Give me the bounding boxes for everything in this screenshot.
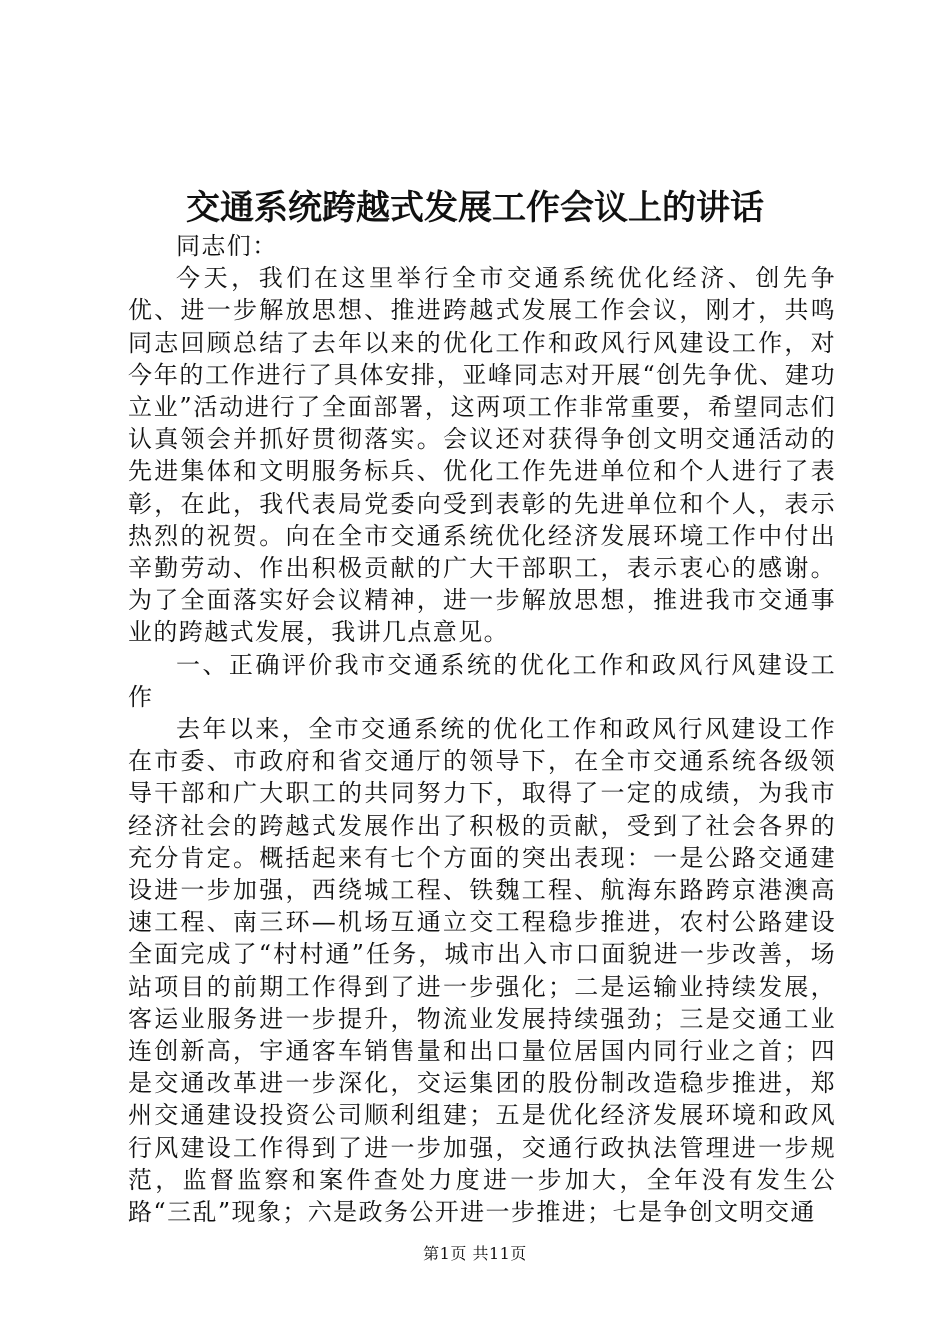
paragraph-intro: 今天，我们在这里举行全市交通系统优化经济、创先争优、进一步解放思想、推进跨越式发展工作会议，刚才，共鸣同志回顾总结了去年以来的优化工作和政风行风建设工作，对今年的工作进行了具体安排，亚峰同志对开展“创先争优、建功立业”活动进行了全面部署，这两项工作非常重要，希望同志们认真领会并抓好贯彻落实。会议还对获得争创文明交通活动的先进集体和文明服务标兵、优化工作先进单位和个人进行了表彰，在此，我代表局党委向受到表彰的先进单位和个人，表示热烈的祝贺。向在全市交通系统优化经济发展环境工作中付出辛勤劳动、作出积极贡献的广大干部职工，表示衷心的感谢。为了全面落实好会议精神，进一步解放思想，推进我市交通事业的跨越式发展，我讲几点意见。 (128, 264, 836, 647)
paragraph-achievements: 去年以来，全市交通系统的优化工作和政风行风建设工作在市委、市政府和省交通厅的领导下，在全市交通系统各级领导干部和广大职工的共同努力下，取得了一定的成绩，为我市经济社会的跨越式发展作出了积极的贡献，受到了社会各界的充分肯定。概括起来有七个方面的突出表现：一是公路交通建设进一步加强，西绕城工程、铁魏工程、航海东路跨京港澳高速工程、南三环—机场互通立交工程稳步推进，农村公路建设全面完成了“村村通”任务，城市出入市口面貌进一步改善，场站项目的前期工作得到了进一步强化；二是运输业持续发展，客运业服务进一步提升，物流业发展持续强劲；三是交通工业连创新高，宇通客车销售量和出口量位居国内同行业之首；四是交通改革进一步深化，交运集团的股份制改造稳步推进，郑州交通建设投资公司顺利组建；五是优化经济发展环境和政风行风建设工作得到了进一步加强，交通行政执法管理进一步规范，监督监察和案件查处力度进一步加大，全年没有发生公路“三乱”现象；六是政务公开进一步推进；七是争创文明交通 (128, 715, 836, 1227)
document-title: 交通系统跨越式发展工作会议上的讲话 (186, 188, 764, 228)
greeting: 同志们： (176, 232, 278, 260)
page-number: 第1页 共11页 (423, 1244, 527, 1263)
section-heading-1: 一、正确评价我市交通系统的优化工作和政风行风建设工作 (128, 650, 836, 711)
document-body (128, 230, 836, 1228)
